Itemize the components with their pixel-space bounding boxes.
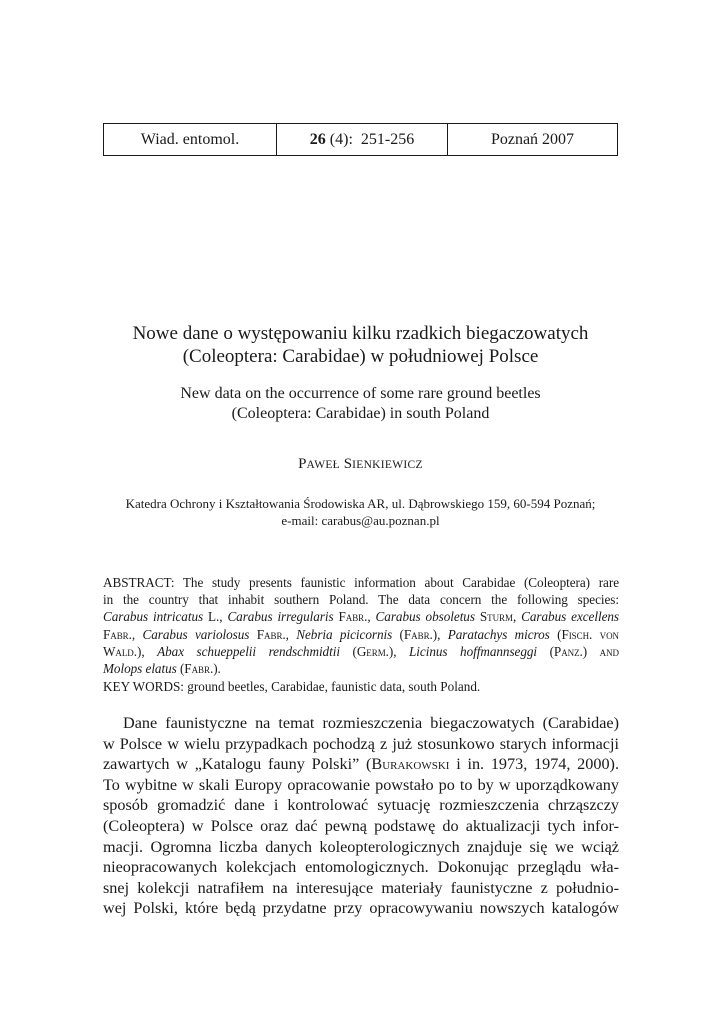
volume-number: 26 bbox=[309, 130, 326, 148]
species-name: Carabus irregularis bbox=[227, 609, 334, 625]
species-name: Abax schueppelii rendschmidtii bbox=[157, 643, 340, 659]
abstract-line bbox=[103, 660, 619, 677]
body-line: Dane faunistyczne na temat rozmieszczenia biegaczowatych (Carabidae) bbox=[123, 714, 619, 732]
title-polish bbox=[60, 322, 661, 368]
species-name: Carabus intricatus bbox=[103, 609, 204, 625]
species-author: Fabr., bbox=[103, 626, 143, 642]
body-line: nieopracowanych kolekcjach entomologicznych. Dokonując przeglądu wła- bbox=[103, 858, 619, 877]
volume-issue-pages bbox=[276, 124, 447, 155]
species-author: (Panz.) and bbox=[537, 643, 620, 659]
title-polish-line1: Nowe dane o występowaniu kilku rzadkich biegaczowatych bbox=[132, 323, 589, 344]
author-last-initial: S bbox=[343, 456, 353, 472]
species-author: (Fabr.), bbox=[392, 626, 448, 642]
species-name: Carabus excellens bbox=[521, 609, 620, 625]
abstract bbox=[103, 574, 619, 677]
title-english-line1: New data on the occurrence of some rare ground beetles bbox=[180, 385, 541, 402]
abstract-line: ABSTRACT: The study presents faunistic information about Carabidae (Coleoptera) rare bbox=[103, 575, 619, 590]
affiliation bbox=[60, 495, 661, 529]
abstract-line: in the country that inhabit southern Poland. The data concern the following species: bbox=[103, 592, 619, 608]
affiliation-email: e-mail: carabus@au.poznan.pl bbox=[281, 513, 440, 528]
author-first-initial: P bbox=[298, 456, 307, 472]
issue-pages: (4): 251-256 bbox=[325, 130, 415, 148]
citation-author: Burakowski bbox=[371, 755, 450, 774]
species-name: Molops elatus bbox=[103, 661, 177, 677]
title-polish-line2: (Coleoptera: Carabidae) w południowej Polsce bbox=[182, 346, 539, 367]
author-first-rest: AWEŁ bbox=[306, 459, 341, 471]
body-line-part: zawartych w „Katalogu fauny Polski” ( bbox=[103, 755, 372, 774]
species-author: (Fisch. von bbox=[549, 626, 619, 642]
species-author: L., bbox=[203, 609, 228, 625]
species-author: Wald.), bbox=[103, 643, 158, 659]
author-last-rest: IENKIEWICZ bbox=[352, 459, 423, 471]
species-name: Paratachys micros bbox=[447, 626, 550, 642]
abstract-line bbox=[103, 643, 619, 660]
body-paragraph bbox=[103, 713, 619, 919]
species-author: (Germ.), bbox=[339, 643, 410, 659]
body-line bbox=[103, 754, 619, 775]
journal-name: Wiad. entomol. bbox=[140, 130, 240, 148]
title-english-line2: (Coleoptera: Carabidae) in south Poland bbox=[231, 405, 490, 422]
species-name: Nebria picicornis bbox=[296, 626, 393, 642]
species-name: Carabus variolosus bbox=[142, 626, 250, 642]
place-year: Poznań 2007 bbox=[447, 124, 617, 155]
body-line: w Polsce w wielu przypadkach pochodzą z już stosunkowo starych informacji bbox=[103, 734, 619, 753]
body-line: To wybitne w skali Europy opracowanie powstało po to by w uporządkowany bbox=[103, 775, 619, 794]
citation-header bbox=[103, 123, 618, 156]
abstract-line bbox=[103, 626, 619, 643]
body-line-part: i in. 1973, 1974, 2000). bbox=[449, 755, 619, 774]
body-line: sposób gromadzić dane i kontrolować sytuację rozmieszczenia chrząszczy bbox=[103, 796, 619, 815]
species-author: Fabr., bbox=[333, 609, 376, 625]
key-words: KEY WORDS: ground beetles, Carabidae, faunistic data, south Poland. bbox=[103, 679, 481, 694]
title-english bbox=[60, 384, 661, 424]
body-line: macji. Ogromna liczba danych koleopterologicznych znajduje się we wciąż bbox=[103, 837, 619, 856]
affiliation-line1: Katedra Ochrony i Kształtowania Środowiska AR, ul. Dąbrowskiego 159, 60-594 Poznań; bbox=[125, 496, 596, 511]
abstract-line bbox=[103, 608, 619, 625]
species-author: Fabr., bbox=[249, 626, 297, 642]
author-name bbox=[60, 455, 661, 474]
body-line: snej kolekcji natrafiłem na interesujące materiały faunistyczne z południo- bbox=[103, 878, 619, 897]
body-line: wej Polski, które będą przydatne przy opracowywaniu nowszych katalogów bbox=[103, 899, 619, 918]
species-name: Carabus obsoletus bbox=[375, 609, 475, 625]
species-name: Licinus hoffmannseggi bbox=[409, 643, 538, 659]
species-author: (Fabr.). bbox=[176, 661, 221, 677]
species-author: Sturm, bbox=[474, 609, 522, 625]
body-line: (Coleoptera) w Polsce oraz dać pewną podstawę do aktualizacji tych infor- bbox=[103, 816, 619, 835]
